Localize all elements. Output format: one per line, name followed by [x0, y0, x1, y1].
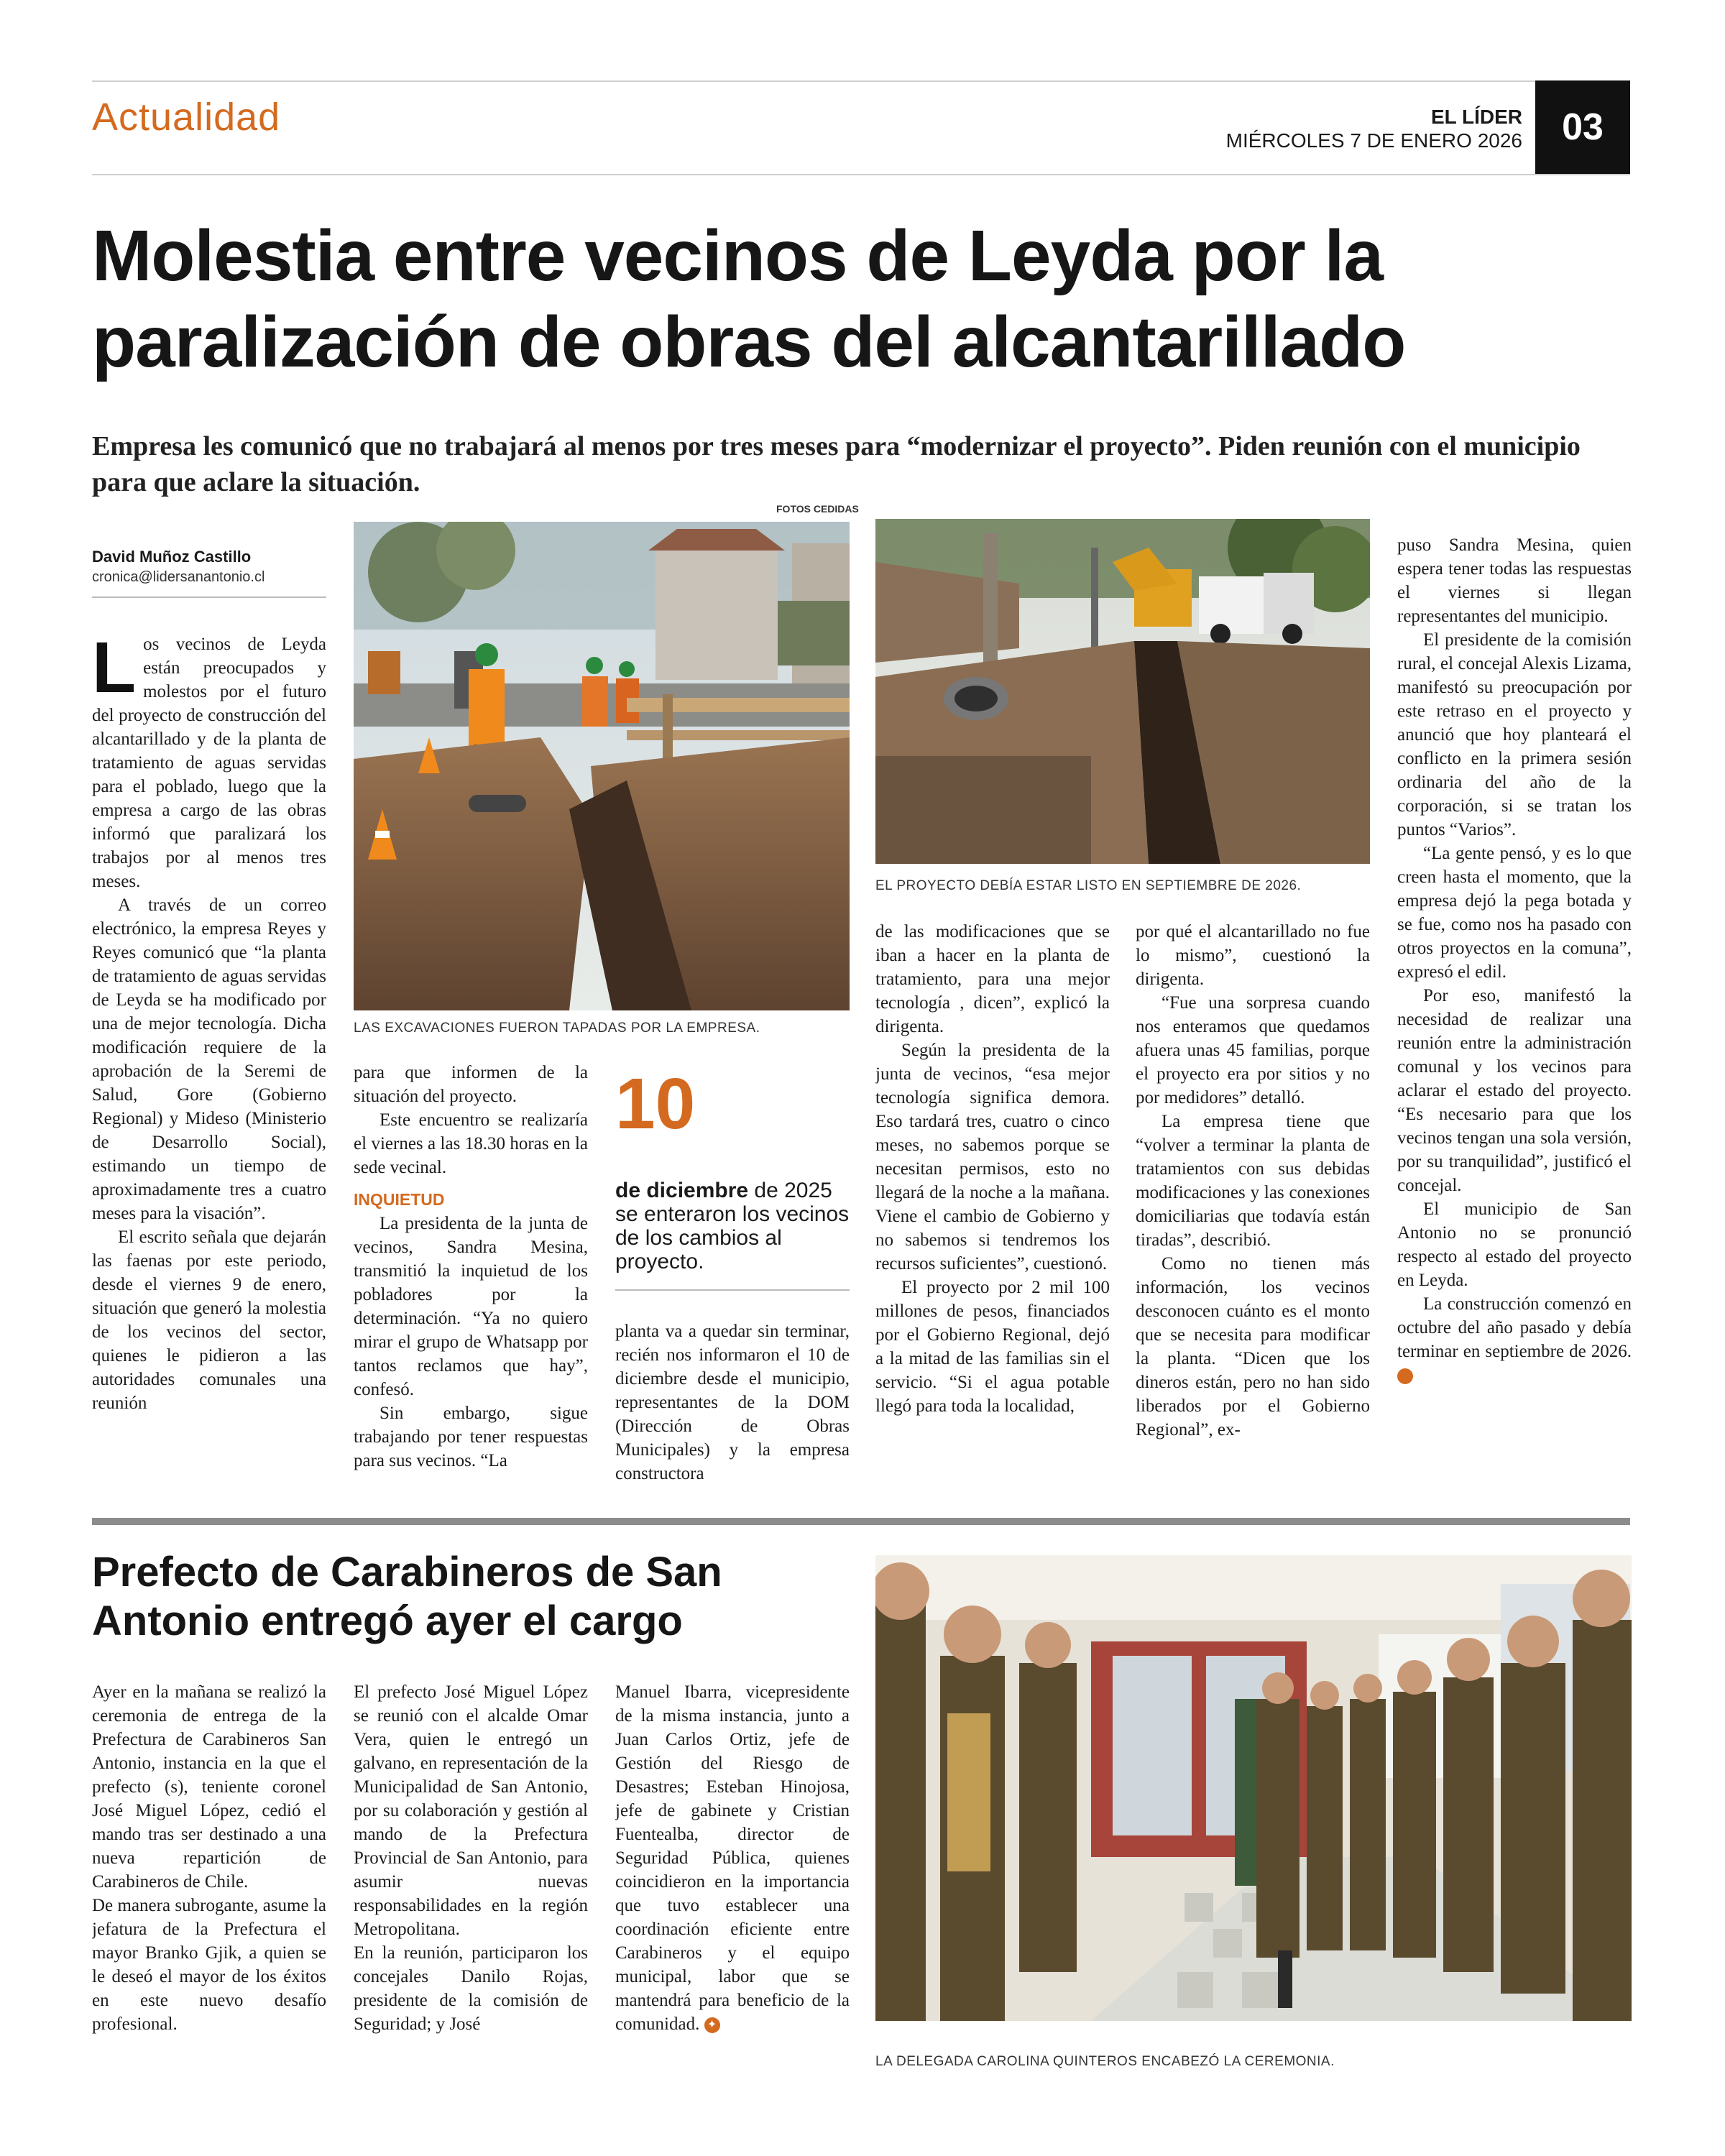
paragraph: “La gente pensó, y es lo que creen hasta el momento, que la empresa dejó la pega botada y se fue, como nos ha pasado con otros proyectos en la comuna”, expresó el edil. [1397, 844, 1632, 982]
paragraph: de las modificaciones que se iban a hacer en la planta de tratamiento, para una mejor tecnología , dicen”, explicó la dirigenta. [875, 922, 1110, 1036]
stat-text [615, 1179, 850, 1273]
paragraph: por qué el alcantarillado no fue lo mismo”, cuestionó la dirigenta. [1136, 922, 1370, 989]
article-column-4 [875, 920, 1110, 1499]
paragraph: Sin embargo, sigue trabajando por tener respuestas para sus vecinos. “La [354, 1404, 588, 1470]
second-headline: Prefecto de Carabineros de San Antonio entregó ayer el cargo [92, 1549, 722, 1644]
excavation-photo [354, 522, 850, 1010]
paragraph: Este encuentro se realizaría el viernes a las 18.30 horas en la sede vecinal. [354, 1110, 588, 1177]
paragraph: De manera subrogante, asume la jefatura de la Prefectura el mayor Branko Gjik, a quien se le deseó el mayor de los éxitos en este nuevo desafío profesional. [92, 1896, 326, 2034]
second-article-column-2 [354, 1680, 588, 2068]
end-mark-icon: ✦ [704, 2017, 720, 2033]
stat-number: 10 [615, 1064, 696, 1144]
paragraph: El prefecto José Miguel López se reunió con el alcalde Omar Vera, quien le entregó un galvano, en representación de la Municipalidad de San Antonio, por su colaboración y gestión al mando de la Prefectura Provincial de San Antonio, para asumir nuevas responsabilidades en la región Metropolitana. [354, 1682, 588, 1939]
paragraph: Ayer en la mañana se realizó la ceremonia de entrega de la Prefectura de Carabineros San Antonio, instancia en la que el prefecto (s), teniente coronel José Miguel López, cedió el mando tras ser destinado a una nueva repartición de Carabineros de Chile. [92, 1682, 326, 1892]
paragraph: El presidente de la comisión rural, el concejal Alexis Lizama, manifestó su preocupación por este retraso en el proyecto y anunció que hoy planteará el conflicto en la primera sesión ordinaria del año de la corporación, si se tratan los puntos “Varios”. [1397, 630, 1632, 839]
ceremony-photo-caption: LA DELEGADA CAROLINA QUINTEROS ENCABEZÓ LA CEREMONIA. [875, 2054, 1335, 2069]
excavation-photo-art [354, 522, 850, 1010]
stat-bold: de diciembre [615, 1179, 749, 1202]
trench-photo [875, 519, 1370, 864]
paragraph: Según la presidenta de la junta de vecinos, “esa mejor tecnología significa demora. Eso tardará tres, cuatro o cinco meses, no sabemos porque se necesitan permisos, esto no llegará de la noche a la mañana. Viene el cambio de Gobierno y no sabemos si tendremos los recursos suficientes”, cuestionó. [875, 1041, 1110, 1273]
article-column-3 [615, 1319, 850, 1499]
main-headline: Molestia entre vecinos de Leyda por la paralización de obras del alcantarillado [92, 216, 1406, 382]
ceremony-photo-art [875, 1555, 1632, 2021]
article-column-2 [354, 1061, 588, 1499]
page-number: 03 [1535, 80, 1630, 174]
issue-date: MIÉRCOLES 7 DE ENERO 2026 [1225, 129, 1522, 152]
main-dek: Empresa les comunicó que no trabajará al menos por tres meses para “modernizar el proyecto”. Piden reunión con el municipio para que aclare la situación. [92, 431, 1581, 497]
paragraph: El escrito señala que dejarán las faenas por este periodo, desde el viernes 9 de enero, situación que generó la molestia de los vecinos del sector, quienes le pidieron a las autoridades comunales una reunión [92, 1227, 326, 1413]
photo-credit: FOTOS CEDIDAS [776, 503, 859, 515]
section-title: Actualidad [92, 96, 281, 139]
paragraph: Como no tienen más información, los vecinos desconocen cuánto es el monto que se necesita para modificar la planta. “Dicen que los dineros están, pero no han sido liberados por el Gobierno Regional”, ex- [1136, 1254, 1370, 1439]
paragraph: A través de un correo electrónico, la empresa Reyes y Reyes comunicó que “la planta de tratamiento de aguas servidas de Leyda se ha modificado por una de mejor tecnología. Dicha modificación requiere de la aprobación de la Seremi de Salud, Gore (Gobierno Regional) y Mideso (Ministerio de Desarrollo Social), estimando un tiempo de aproximadamente tres a cuatro meses para la visación”. [92, 895, 326, 1223]
paragraph: En la reunión, participaron los concejales Danilo Rojas, presidente de la comisión de Seguridad; y José [354, 1943, 588, 2034]
paragraph: planta va a quedar sin terminar, recién nos informaron el 10 de diciembre desde el municipio, representantes de la DOM (Dirección de Obras Municipales) y la empresa constructora [615, 1322, 850, 1483]
byline: David Muñoz Castillo [92, 548, 252, 566]
newspaper-name: EL LÍDER [1430, 106, 1522, 128]
trench-photo-caption: EL PROYECTO DEBÍA ESTAR LISTO EN SEPTIEMBRE DE 2026. [875, 878, 1302, 893]
article-column-1 [92, 632, 326, 1495]
drop-cap: L [92, 632, 137, 708]
ceremony-photo [875, 1555, 1632, 2021]
top-rule [92, 80, 1630, 82]
stat-rule [615, 1289, 850, 1291]
paragraph: Manuel Ibarra, vicepresidente de la misma instancia, junto a Juan Carlos Ortiz, jefe de Gestión del Riesgo de Desastres; Esteban Hinojosa, jefe de gabinete y Cristian Fuentealba, director de Seguridad Pública, quienes coincidieron en la importancia que tuvo establecer una coordinación eficiente entre Carabineros y el equipo municipal, labor que se mantendrá para beneficio de la comunidad. ✦ [615, 1682, 850, 2034]
end-mark-icon: ✦ [1397, 1368, 1413, 1384]
paragraph: Los vecinos de Leyda están preocupados y molestos por el futuro del proyecto de construcción del alcantarillado y de la planta de tratamiento de aguas servidas para el poblado, luego que la empresa a cargo de las obras informó que paralizará los trabajos por al menos tres meses. [92, 632, 326, 891]
header-rule [92, 174, 1630, 175]
subhead-kicker: INQUIETUD [354, 1190, 445, 1209]
second-article-column-3 [615, 1680, 850, 2068]
paragraph: El proyecto por 2 mil 100 millones de pesos, financiados por el Gobierno Regional, dejó a la mitad de las familias sin el servicio. “Si el agua potable llegó para toda la localidad, [875, 1278, 1110, 1416]
section-divider [92, 1518, 1630, 1525]
byline-rule [92, 596, 326, 598]
paragraph: Por eso, manifestó la necesidad de realizar una reunión entre la administración comunal y los vecinos para aclarar el estado del proyecto. “Es necesario para que los vecinos tengan una sola versión, por su tranquilidad”, justificó el concejal. [1397, 986, 1632, 1195]
paragraph: La empresa tiene que “volver a terminar la planta de tratamientos con sus debidas modificaciones y las conexiones domiciliarias que todavía están tiradas”, describió. [1136, 1112, 1370, 1250]
article-column-6 [1397, 533, 1632, 1503]
excavation-photo-caption: LAS EXCAVACIONES FUERON TAPADAS POR LA EMPRESA. [354, 1021, 760, 1036]
paragraph: para que informen de la situación del proyecto. [354, 1063, 588, 1106]
paragraph: La construcción comenzó en octubre del año pasado y debía terminar en septiembre de 2026. ✦ [1397, 1292, 1632, 1387]
paragraph: “Fue una sorpresa cuando nos enteramos que quedamos afuera unas 45 familias, porque el proyecto era por sitios y no por medidores” detalló. [1136, 993, 1370, 1107]
paragraph: El municipio de San Antonio no se pronunció respecto al estado del proyecto en Leyda. [1397, 1199, 1632, 1290]
article-column-5 [1136, 920, 1370, 1499]
byline-email[interactable]: cronica@lidersanantonio.cl [92, 569, 265, 585]
paragraph: La presidenta de la junta de vecinos, Sandra Mesina, transmitió la inquietud de los pobladores por la determinación. “Ya no quiero mirar el grupo de Whatsapp por tantos reclamos que hay”, confesó. [354, 1214, 588, 1399]
trench-photo-art [875, 519, 1370, 864]
paragraph: puso Sandra Mesina, quien espera tener todas las respuestas el viernes si llegan representantes del municipio. [1397, 535, 1632, 626]
second-article-column-1 [92, 1680, 326, 2068]
stat-rest: de 2025 se enteraron los vecinos de los cambios al proyecto. [615, 1179, 850, 1273]
